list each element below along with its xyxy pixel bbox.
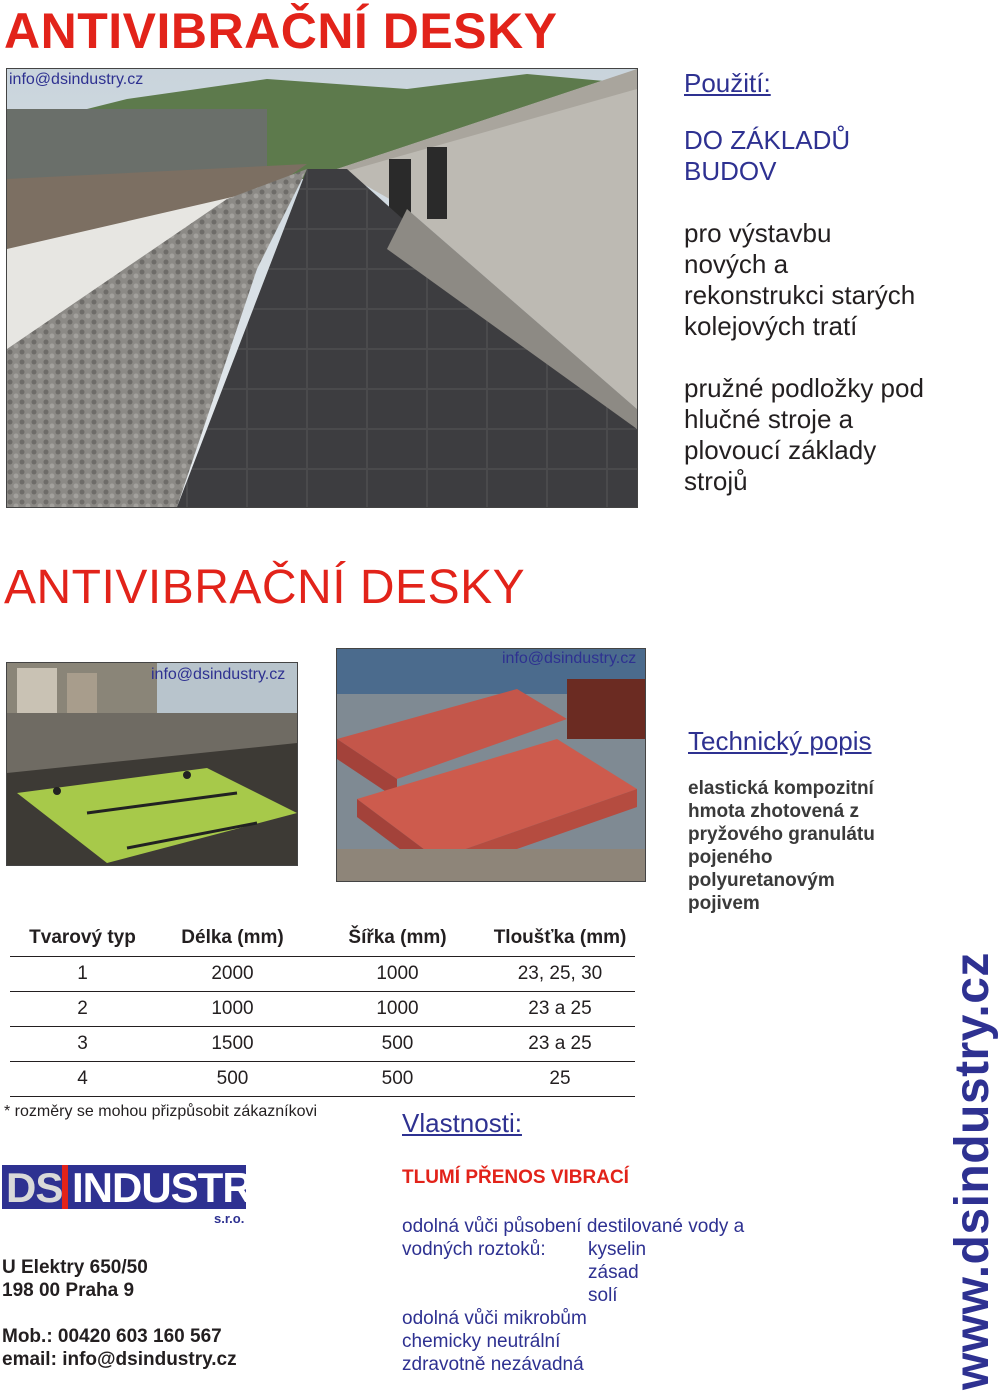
- property-line: odolná vůči působení destilované vody a: [402, 1216, 745, 1237]
- logo-suffix: s.r.o.: [214, 1211, 245, 1226]
- tech-line: hmota zhotovená z: [688, 801, 860, 822]
- tech-block: [688, 726, 958, 915]
- col-header-type: Tvarový typ: [10, 920, 155, 957]
- logo-accent-bar: [62, 1165, 68, 1209]
- railway-photo: [6, 68, 638, 508]
- address-city: 198 00 Praha 9: [2, 1280, 135, 1301]
- cell-length: 1000: [155, 992, 310, 1027]
- photo-watermark: info@dsindustry.cz: [9, 71, 144, 88]
- usage-line: pružné podložky pod: [684, 373, 924, 403]
- usage-heading: Použití:: [684, 68, 771, 98]
- cell-width: 500: [310, 1027, 485, 1062]
- dimensions-table: [10, 920, 635, 1097]
- section-title: ANTIVIBRAČNÍ DESKY: [4, 561, 526, 614]
- table-row: [10, 957, 635, 992]
- property-line: [402, 1238, 842, 1261]
- cell-thickness: 23 a 25: [485, 1027, 635, 1062]
- col-header-length: Délka (mm): [155, 920, 310, 957]
- cell-length: 1500: [155, 1027, 310, 1062]
- usage-line: nových a: [684, 249, 789, 279]
- property-line: zdravotně nezávadná: [402, 1354, 584, 1375]
- usage-line: rekonstrukci starých: [684, 280, 916, 310]
- cell-type: 2: [10, 992, 155, 1027]
- cell-type: 4: [10, 1062, 155, 1097]
- properties-list: [402, 1215, 842, 1376]
- cell-length: 2000: [155, 957, 310, 992]
- tech-line: pryžového granulátu: [688, 824, 875, 845]
- usage-line: kolejových tratí: [684, 311, 858, 341]
- logo-text-industry: INDUSTRY: [72, 1164, 278, 1211]
- property-value: kyselin: [588, 1239, 647, 1260]
- company-logo: [2, 1164, 278, 1227]
- red-mats-photo: [336, 648, 646, 882]
- construction-photo-drawing: [7, 663, 297, 865]
- red-mats-photo-drawing: [337, 649, 645, 881]
- cell-width: 1000: [310, 957, 485, 992]
- properties-heading: Vlastnosti:: [402, 1108, 522, 1138]
- cell-thickness: 23, 25, 30: [485, 957, 635, 992]
- table-header-row: [10, 920, 635, 957]
- property-line: chemicky neutrální: [402, 1331, 561, 1352]
- table-row: [10, 1062, 635, 1097]
- tech-line: elastická kompozitní: [688, 778, 874, 799]
- usage-item-machines: [684, 373, 960, 497]
- cell-width: 500: [310, 1062, 485, 1097]
- property-value: zásad: [588, 1262, 639, 1283]
- tech-heading: Technický popis: [688, 726, 872, 756]
- property-line: odolná vůči mikrobům: [402, 1308, 587, 1329]
- construction-photo: [6, 662, 298, 866]
- photo-watermark: info@dsindustry.cz: [502, 650, 637, 667]
- cell-thickness: 25: [485, 1062, 635, 1097]
- cell-type: 3: [10, 1027, 155, 1062]
- logo-text-ds: DS: [6, 1164, 63, 1211]
- usage-primary-line: DO ZÁKLADŮ: [684, 125, 851, 155]
- usage-line: pro výstavbu: [684, 218, 832, 248]
- usage-block: [684, 68, 960, 497]
- cell-type: 1: [10, 957, 155, 992]
- property-value: solí: [588, 1285, 618, 1306]
- cell-thickness: 23 a 25: [485, 992, 635, 1027]
- photo-watermark: info@dsindustry.cz: [151, 666, 286, 683]
- cell-length: 500: [155, 1062, 310, 1097]
- address-street: U Elektry 650/50: [2, 1257, 148, 1278]
- tech-description: [688, 777, 958, 915]
- tech-line: polyuretanovým: [688, 870, 835, 891]
- cell-width: 1000: [310, 992, 485, 1027]
- usage-line: plovoucí základy: [684, 435, 877, 465]
- properties-block: [402, 1108, 842, 1376]
- tech-line: pojivem: [688, 893, 760, 914]
- railway-photo-drawing: [7, 69, 637, 507]
- contact-phone: Mob.: 00420 603 160 567: [2, 1326, 222, 1347]
- contact-email: email: info@dsindustry.cz: [2, 1349, 237, 1370]
- usage-primary-line: BUDOV: [684, 156, 777, 186]
- usage-item-railway: [684, 218, 960, 342]
- tech-line: pojeného: [688, 847, 773, 868]
- table-row: [10, 1027, 635, 1062]
- property-label: vodných roztoků:: [402, 1239, 546, 1260]
- table-note: * rozměry se mohou přizpůsobit zákazníkovi: [4, 1103, 318, 1120]
- website-link[interactable]: www.dsindustry.cz: [946, 952, 999, 1390]
- page-title: ANTIVIBRAČNÍ DESKY: [4, 3, 558, 59]
- table-row: [10, 992, 635, 1027]
- usage-primary: [684, 125, 960, 187]
- properties-main: TLUMÍ PŘENOS VIBRACÍ: [402, 1167, 629, 1188]
- usage-line: hlučné stroje a: [684, 404, 854, 434]
- usage-line: strojů: [684, 466, 748, 496]
- col-header-thickness: Tloušťka (mm): [485, 920, 635, 957]
- col-header-width: Šířka (mm): [310, 920, 485, 957]
- contact-block: [2, 1256, 237, 1371]
